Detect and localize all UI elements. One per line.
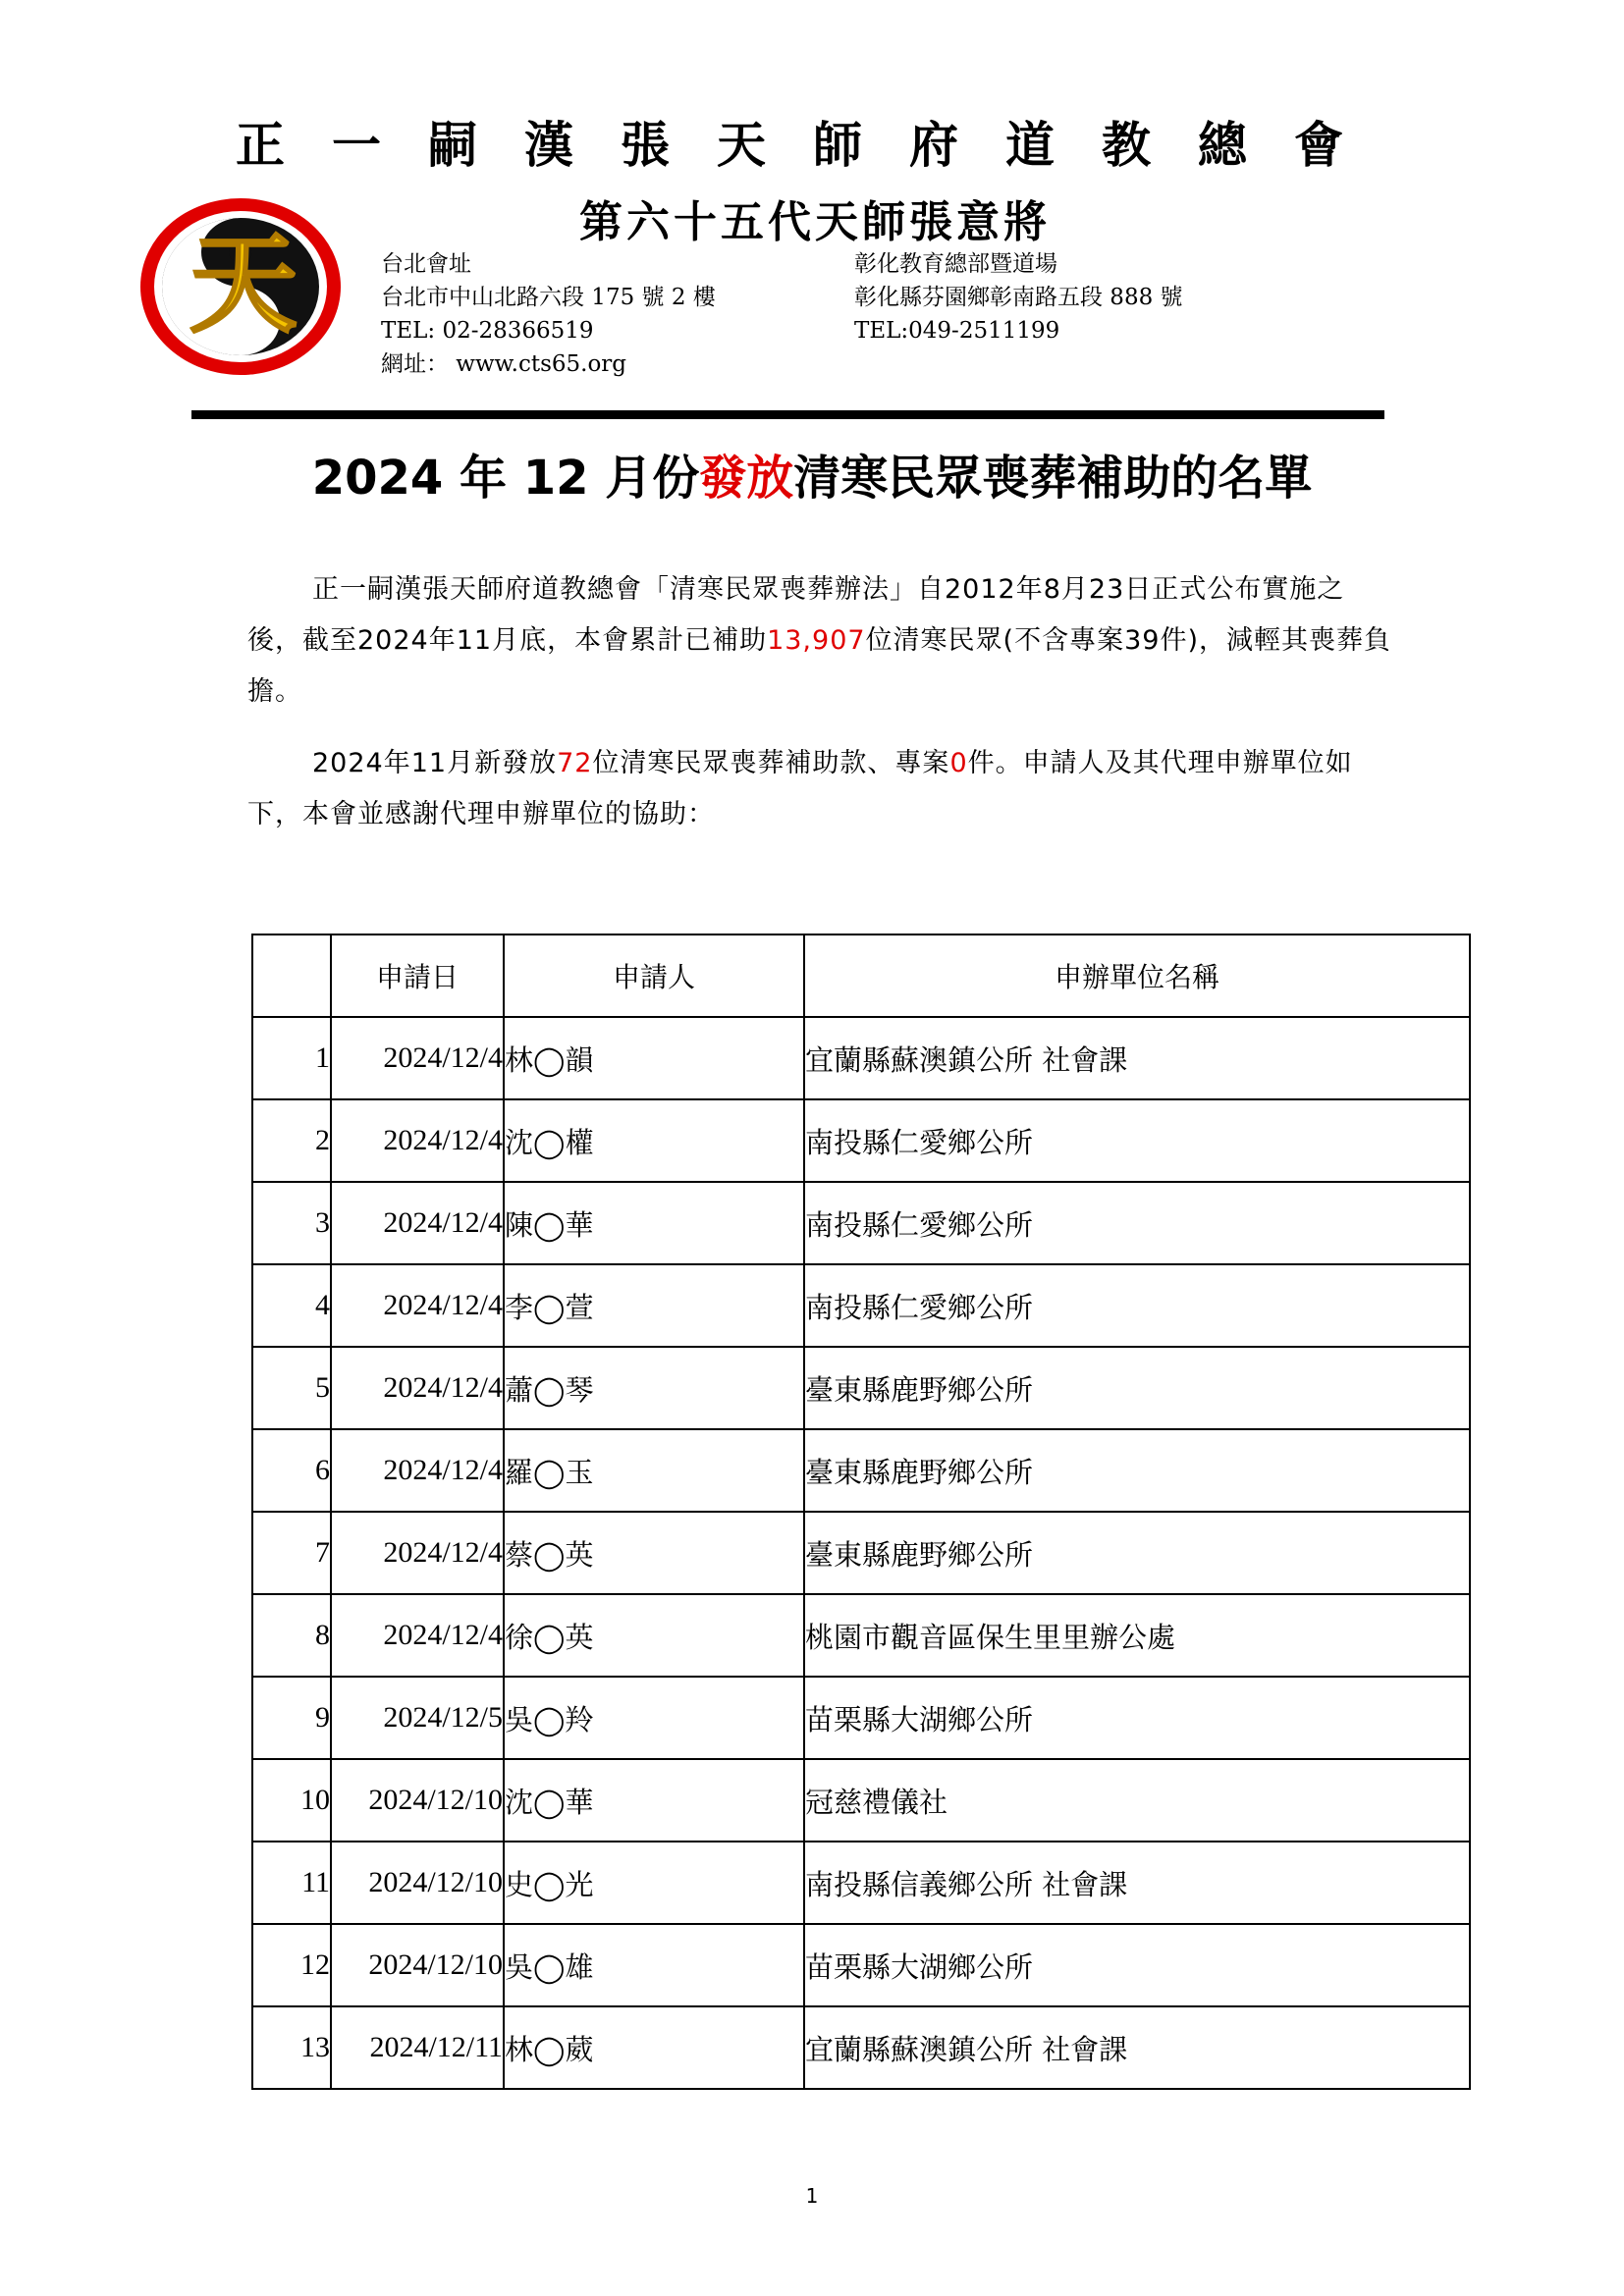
application-date: 2024/12/4 — [331, 1429, 504, 1512]
application-date: 2024/12/4 — [331, 1594, 504, 1677]
application-date: 2024/12/5 — [331, 1677, 504, 1759]
address-taipei — [381, 247, 716, 381]
agency-name: 桃園市觀音區保生里里辦公處 — [804, 1594, 1470, 1677]
header-index — [252, 934, 331, 1017]
row-index: 11 — [252, 1842, 331, 1924]
header-applicant: 申請人 — [504, 934, 804, 1017]
applicant-name: 李◯萱 — [504, 1264, 804, 1347]
agency-name: 宜蘭縣蘇澳鎮公所 社會課 — [804, 2006, 1470, 2089]
document-title: 2024 年 12 月份發放清寒民眾喪葬補助的名單 — [311, 451, 1313, 506]
application-date: 2024/12/10 — [331, 1759, 504, 1842]
application-date: 2024/12/10 — [331, 1842, 504, 1924]
header-divider — [191, 410, 1384, 419]
agency-name: 宜蘭縣蘇澳鎮公所 社會課 — [804, 1017, 1470, 1099]
applicant-name: 林◯韻 — [504, 1017, 804, 1099]
row-index: 5 — [252, 1347, 331, 1429]
row-index: 13 — [252, 2006, 331, 2089]
agency-name: 苗栗縣大湖鄉公所 — [804, 1924, 1470, 2006]
table-row — [252, 2006, 1470, 2089]
table-row — [252, 1677, 1470, 1759]
application-date: 2024/12/10 — [331, 1924, 504, 2006]
intro-paragraph: 正一嗣漢張天師府道教總會「清寒民眾喪葬辦法」自2012年8月23日正式公布實施之後，截至2024年11月底，本會累計已補助13,907位清寒民眾(不含專案39件)，減輕其喪葬負擔。 — [247, 574, 1391, 707]
address-line: 彰化縣芬園鄉彰南路五段 888 號 — [854, 285, 1183, 310]
address-line: TEL:049-2511199 — [854, 318, 1060, 344]
applicant-name: 陳◯華 — [504, 1182, 804, 1264]
address-line: 彰化教育總部暨道場 — [854, 251, 1057, 277]
application-date: 2024/12/4 — [331, 1264, 504, 1347]
row-index: 7 — [252, 1512, 331, 1594]
table-row — [252, 1759, 1470, 1842]
summary-paragraph: 2024年11月新發放72位清寒民眾喪葬補助款、專案0件。申請人及其代理申辦單位如下，本會並感謝代理申辦單位的協助： — [247, 748, 1353, 829]
applicant-name: 林◯葳 — [504, 2006, 804, 2089]
address-line: 網址： www.cts65.org — [381, 351, 627, 377]
agency-name: 臺東縣鹿野鄉公所 — [804, 1429, 1470, 1512]
agency-name: 南投縣仁愛鄉公所 — [804, 1099, 1470, 1182]
table-header-row — [252, 934, 1470, 1017]
applicant-name: 吳◯羚 — [504, 1677, 804, 1759]
row-index: 4 — [252, 1264, 331, 1347]
application-date: 2024/12/11 — [331, 2006, 504, 2089]
application-date: 2024/12/4 — [331, 1017, 504, 1099]
applicant-name: 徐◯英 — [504, 1594, 804, 1677]
applicant-name: 史◯光 — [504, 1842, 804, 1924]
table-row — [252, 1594, 1470, 1677]
row-index: 3 — [252, 1182, 331, 1264]
address-changhua — [854, 247, 1183, 347]
table-row — [252, 1099, 1470, 1182]
applicant-name: 沈◯華 — [504, 1759, 804, 1842]
applicant-name: 沈◯權 — [504, 1099, 804, 1182]
table-row — [252, 1512, 1470, 1594]
table-row — [252, 1429, 1470, 1512]
recipient-table — [251, 934, 1471, 2090]
application-date: 2024/12/4 — [331, 1512, 504, 1594]
row-index: 6 — [252, 1429, 331, 1512]
applicant-name: 羅◯玉 — [504, 1429, 804, 1512]
application-date: 2024/12/4 — [331, 1182, 504, 1264]
applicant-name: 吳◯雄 — [504, 1924, 804, 2006]
agency-name: 臺東縣鹿野鄉公所 — [804, 1512, 1470, 1594]
row-index: 10 — [252, 1759, 331, 1842]
row-index: 9 — [252, 1677, 331, 1759]
row-index: 8 — [252, 1594, 331, 1677]
page-number: 1 — [805, 2184, 819, 2208]
header-date: 申請日 — [331, 934, 504, 1017]
address-line: 台北會址 — [381, 251, 471, 277]
agency-name: 南投縣仁愛鄉公所 — [804, 1264, 1470, 1347]
applicant-name: 蔡◯英 — [504, 1512, 804, 1594]
header-unit: 申辦單位名稱 — [804, 934, 1470, 1017]
row-index: 1 — [252, 1017, 331, 1099]
address-line: TEL: 02-28366519 — [381, 318, 594, 344]
agency-name: 南投縣信義鄉公所 社會課 — [804, 1842, 1470, 1924]
row-index: 12 — [252, 1924, 331, 2006]
table-row — [252, 1924, 1470, 2006]
application-date: 2024/12/4 — [331, 1347, 504, 1429]
agency-name: 南投縣仁愛鄉公所 — [804, 1182, 1470, 1264]
org-title: 正一嗣漢張天師府道教總會 — [236, 116, 1390, 174]
application-date: 2024/12/4 — [331, 1099, 504, 1182]
table-row — [252, 1182, 1470, 1264]
subtitle: 第六十五代天師張意將 — [579, 197, 1051, 247]
applicant-name: 蕭◯琴 — [504, 1347, 804, 1429]
agency-name: 冠慈禮儀社 — [804, 1759, 1470, 1842]
table-row — [252, 1017, 1470, 1099]
table-row — [252, 1347, 1470, 1429]
row-index: 2 — [252, 1099, 331, 1182]
table-row — [252, 1264, 1470, 1347]
agency-name: 臺東縣鹿野鄉公所 — [804, 1347, 1470, 1429]
agency-name: 苗栗縣大湖鄉公所 — [804, 1677, 1470, 1759]
table-row — [252, 1842, 1470, 1924]
logo-char: 天 — [189, 221, 298, 347]
address-line: 台北市中山北路六段 175 號 2 樓 — [381, 285, 716, 310]
logo-icon — [137, 196, 344, 378]
